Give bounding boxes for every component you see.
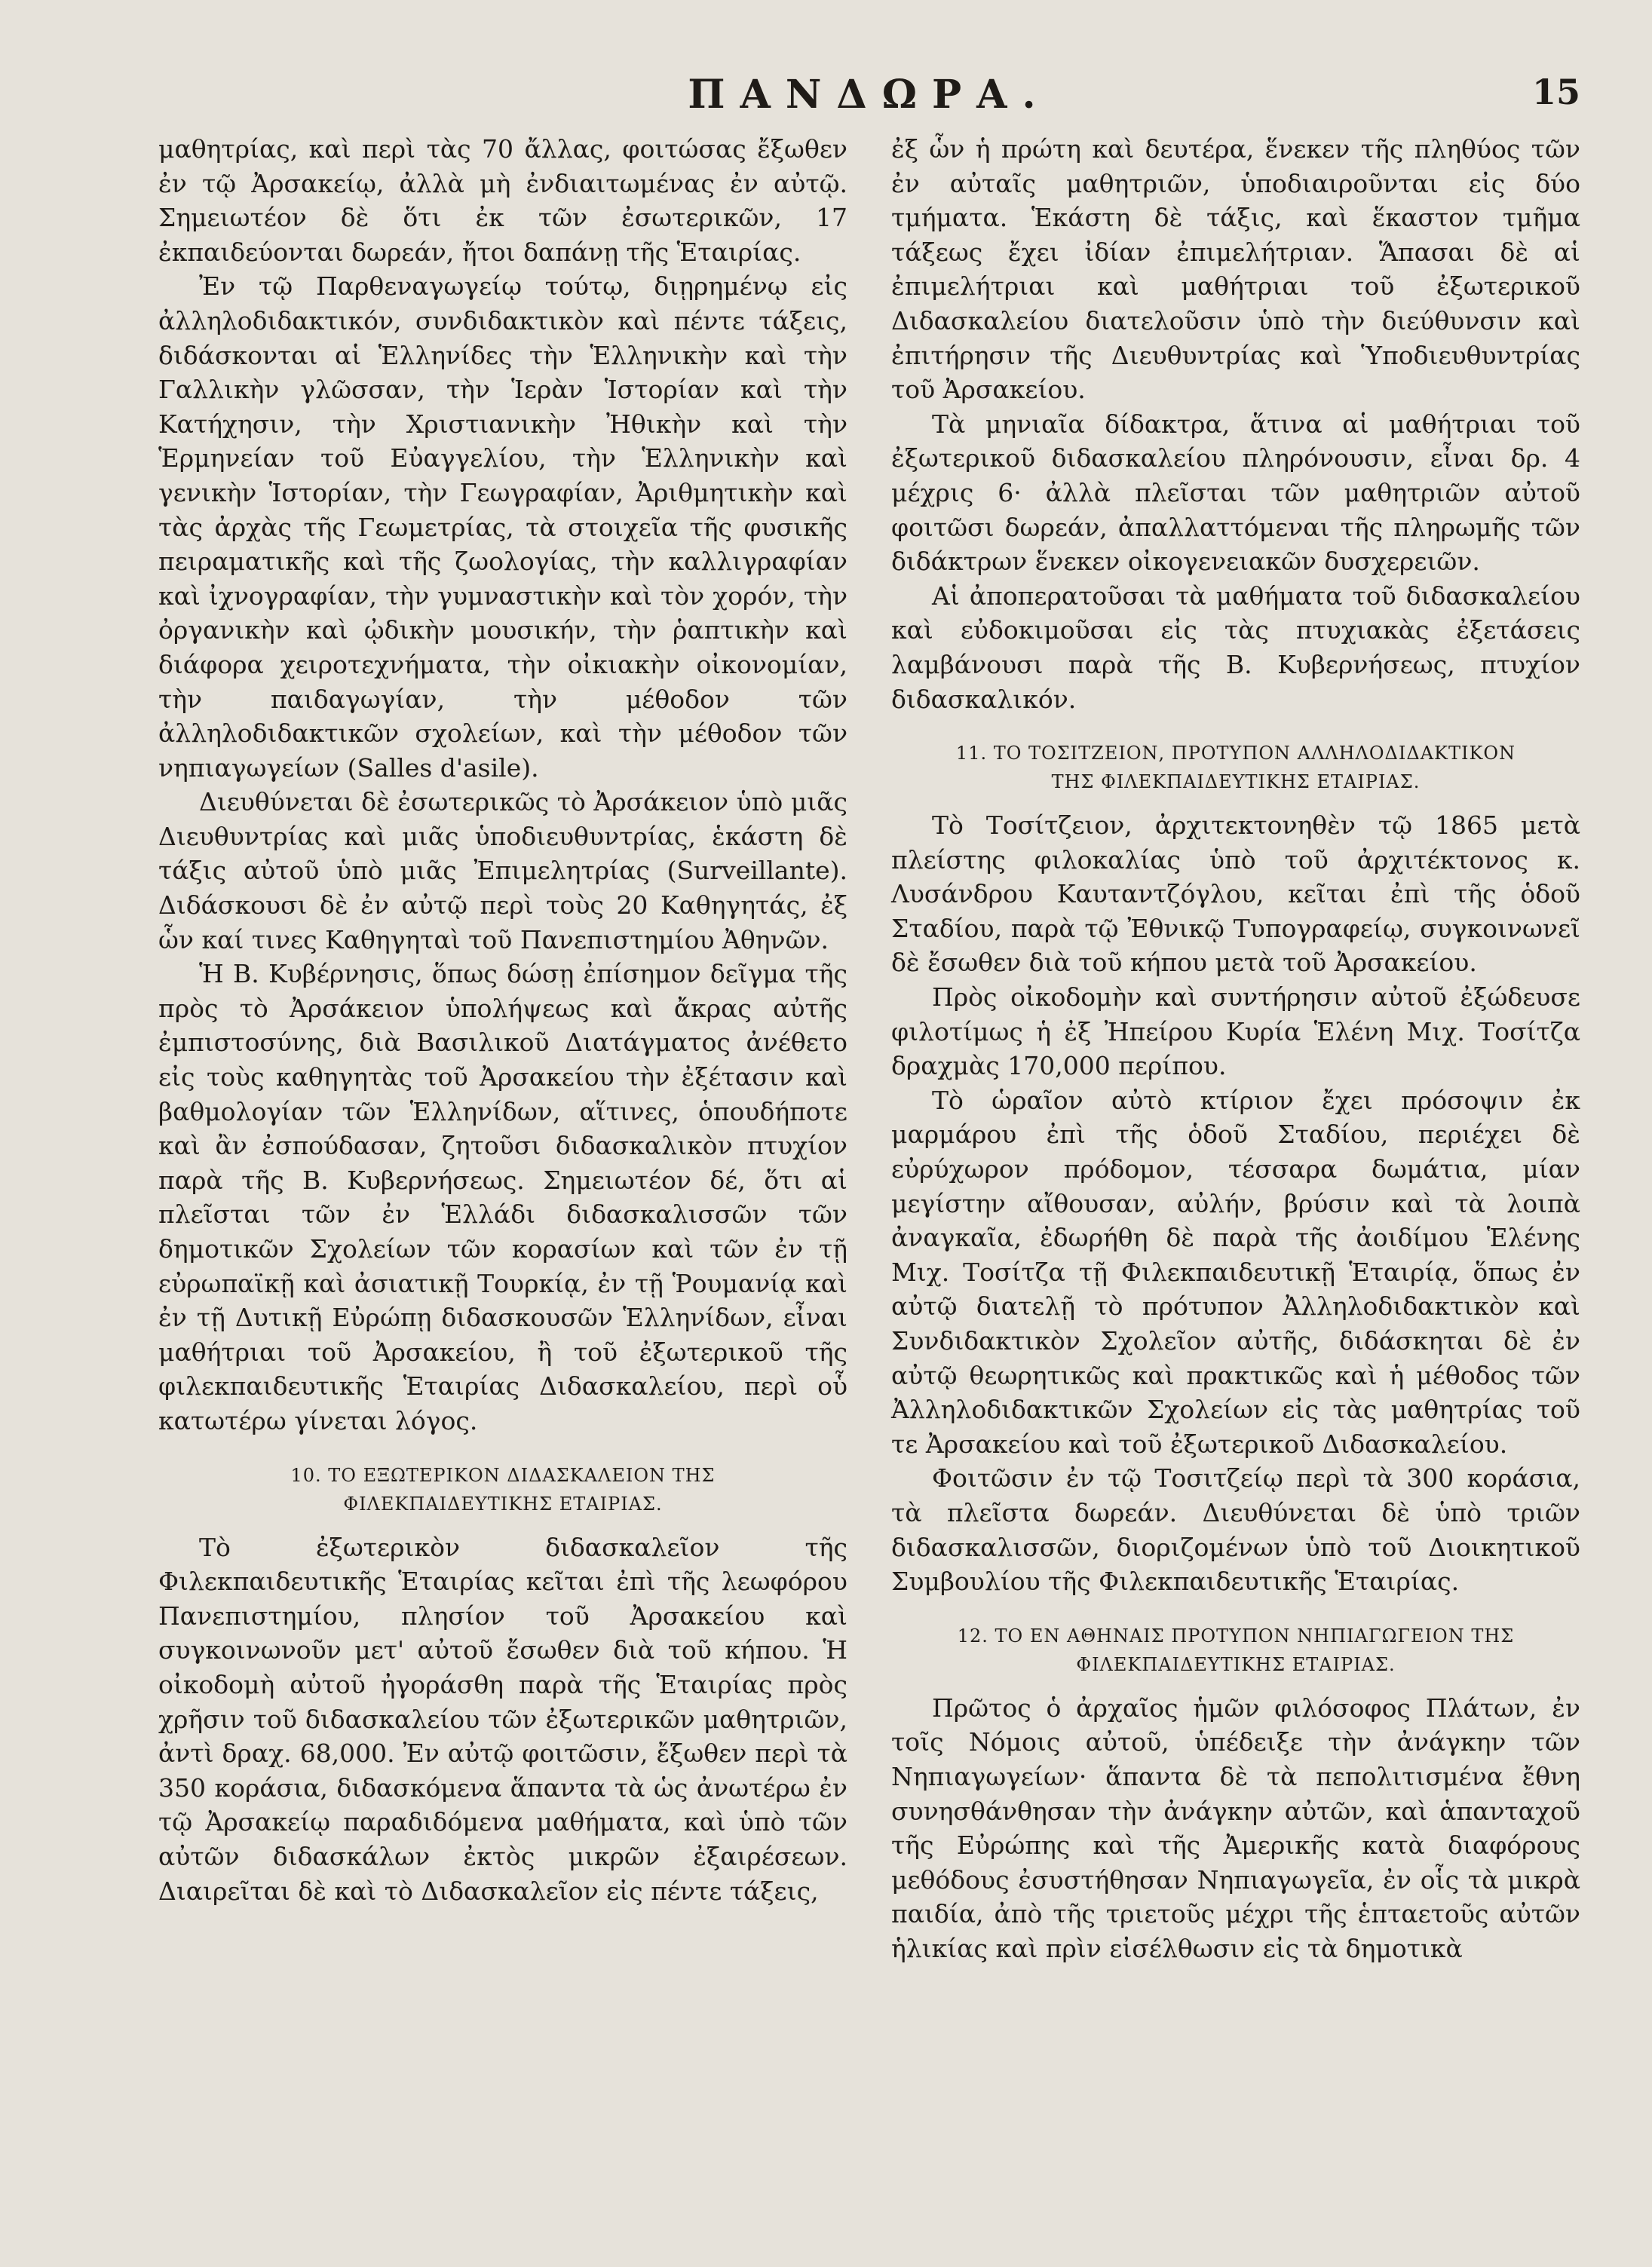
paragraph: Φοιτῶσιν ἐν τῷ Τοσιτζείῳ περὶ τὰ 300 κοράσια, τὰ πλεῖστα δωρεάν. Διευθύνεται δὲ ὑπὸ τριῶν διδασκαλισσῶν, διοριζομένων ὑπὸ τοῦ Διοικητικοῦ Συμβουλίου τῆς Φιλεκπαιδευτικῆς Ἑταιρίας. bbox=[891, 1463, 1580, 1597]
paragraph: Τὸ Τοσίτζειον, ἀρχιτεκτονηθὲν τῷ 1865 μετὰ πλείστης φιλοκαλίας ὑπὸ τοῦ ἀρχιτέκτονος κ. Λυσάνδρου Καυταντζόγλου, κεῖται ἐπὶ τῆς ὁδοῦ Σταδίου, παρὰ τῷ Ἐθνικῷ Τυπογραφείῳ, συγκοινωνεῖ δὲ ἔσωθεν διὰ τοῦ κήπου μετὰ τοῦ Ἀρσακείου. bbox=[891, 810, 1580, 978]
paragraph: Διευθύνεται δὲ ἐσωτερικῶς τὸ Ἀρσάκειον ὑπὸ μιᾶς Διευθυντρίας καὶ μιᾶς ὑποδιευθυντρίας, ἑκάστη δὲ τάξις αὐτοῦ ὑπὸ μιᾶς Ἐπιμελητρίας (Surveillante). Διδάσκουσι δὲ ἐν αὐτῷ περὶ τοὺς 20 Καθηγητάς, ἐξ ὧν καί τινες Καθηγηταὶ τοῦ Πανεπιστημίου Ἀθηνῶν. bbox=[158, 787, 847, 954]
paragraph: Τὸ ὡραῖον αὐτὸ κτίριον ἔχει πρόσοψιν ἐκ μαρμάρου ἐπὶ τῆς ὁδοῦ Σταδίου, περιέχει δὲ εὐρύχωρον πρόδομον, τέσσαρα δωμάτια, μίαν μεγίστην αἴθουσαν, αὐλήν, βρύσιν καὶ τὰ λοιπὰ ἀναγκαῖα, ἐδωρήθη δὲ παρὰ τῆς ἀοιδίμου Ἑλένης Μιχ. Τοσίτζα τῇ Φιλεκπαιδευτικῇ Ἑταιρίᾳ, ὅπως ἐν αὐτῷ διατελῇ τὸ πρότυπον Ἀλληλοδιδακτικὸν καὶ Συνδιδακτικὸν Σχολεῖον αὐτῆς, διδάσκηται δὲ ἐν αὐτῷ θεωρητικῶς καὶ πρακτικῶς καὶ ἡ μέθοδος τῶν Ἀλληλοδιδακτικῶν Σχολείων εἰς τὰς μαθητρίας τοῦ τε Ἀρσακείου καὶ τοῦ ἐξωτερικοῦ Διδασκαλείου. bbox=[891, 1085, 1580, 1459]
paragraph: μαθητρίας, καὶ περὶ τὰς 70 ἄλλας, φοιτώσας ἔξωθεν ἐν τῷ Ἀρσακείῳ, ἀλλὰ μὴ ἐνδιαιτωμένας ἐν αὐτῷ. Σημειωτέον δὲ ὅτι ἐκ τῶν ἐσωτερικῶν, 17 ἐκπαιδεύονται δωρεάν, ἤτοι δαπάνῃ τῆς Ἑταιρίας. bbox=[158, 134, 847, 267]
paragraph: Ἐν τῷ Παρθεναγωγείῳ τούτῳ, διῃρημένῳ εἰς ἀλληλοδιδακτικόν, συνδιδακτικὸν καὶ πέντε τάξεις, διδάσκονται αἱ Ἑλληνίδες τὴν Ἑλληνικὴν καὶ τὴν Γαλλικὴν γλῶσσαν, τὴν Ἱερὰν Ἱστορίαν καὶ τὴν Κατήχησιν, τὴν Χριστιανικὴν Ἠθικὴν καὶ τὴν Ἑρμηνείαν τοῦ Εὐαγγελίου, τὴν Ἑλληνικὴν καὶ γενικὴν Ἱστορίαν, τὴν Γεωγραφίαν, Ἀριθμητικὴν καὶ τὰς ἀρχὰς τῆς Γεωμετρίας, τὰ στοιχεῖα τῆς φυσικῆς πειραματικῆς καὶ τῆς ζωολογίας, τὴν καλλιγραφίαν καὶ ἰχνογραφίαν, τὴν γυμναστικὴν καὶ τὸν χορόν, τὴν ὀργανικὴν καὶ ᾠδικὴν μουσικήν, τὴν ῥαπτικὴν καὶ διάφορα χειροτεχνήματα, τὴν οἰκιακὴν οἰκονομίαν, τὴν παιδαγωγίαν, τὴν μέθοδον τῶν ἀλληλοδιδακτικῶν σχολείων, καὶ τὴν μέθοδον τῶν νηπιαγωγείων (Salles d'asile). bbox=[158, 271, 847, 783]
right-column bbox=[891, 132, 1580, 1966]
paragraph: Πρῶτος ὁ ἀρχαῖος ἡμῶν φιλόσοφος Πλάτων, ἐν τοῖς Νόμοις αὐτοῦ, ὑπέδειξε τὴν ἀνάγκην τῶν Νηπιαγωγείων· ἅπαντα δὲ τὰ πεπολιτισμένα ἔθνη συνησθάνθησαν τὴν ἀνάγκην αὐτῶν, καὶ ἁπανταχοῦ τῆς Εὐρώπης καὶ τῆς Ἀμερικῆς κατὰ διαφόρους μεθόδους ἐσυστήθησαν Νηπιαγωγεῖα, ἐν οἷς τὰ μικρὰ παιδία, ἀπὸ τῆς τριετοῦς μέχρι τῆς ἑπταετοῦς αὐτῶν ἡλικίας καὶ πρὶν εἰσέλθωσιν εἰς τὰ δημοτικὰ bbox=[891, 1693, 1580, 1963]
running-head bbox=[158, 72, 1580, 132]
section-heading-11 bbox=[891, 739, 1580, 796]
paragraph: Τὸ ἐξωτερικὸν διδασκαλεῖον τῆς Φιλεκπαιδευτικῆς Ἑταιρίας κεῖται ἐπὶ τῆς λεωφόρου Πανεπιστημίου, πλησίον τοῦ Ἀρσακείου καὶ συγκοινωνοῦν μετ' αὐτοῦ ἔσωθεν διὰ τοῦ κήπου. Ἡ οἰκοδομὴ αὐτοῦ ἠγοράσθη παρὰ τῆς Ἑταιρίας πρὸς χρῆσιν τοῦ διδασκαλείου τῶν ἐξωτερικῶν μαθητριῶν, ἀντὶ δραχ. 68,000. Ἐν αὐτῷ φοιτῶσιν, ἔξωθεν περὶ τὰ 350 κοράσια, διδασκόμενα ἅπαντα τὰ ὡς ἀνωτέρω ἐν τῷ Ἀρσακείῳ παραδιδόμενα μαθήματα, καὶ ὑπὸ τῶν αὐτῶν διδασκάλων ἐκτὸς μικρῶν ἐξαιρέσεων. Διαιρεῖται δὲ καὶ τὸ Διδασκαλεῖον εἰς πέντε τάξεις, bbox=[158, 1532, 847, 1906]
left-column bbox=[158, 132, 847, 1966]
page-title: ΠΑΝΔΩΡΑ. bbox=[688, 72, 1051, 118]
paragraph: ἐξ ὧν ἡ πρώτη καὶ δευτέρα, ἕνεκεν τῆς πληθύος τῶν ἐν αὐταῖς μαθητριῶν, ὑποδιαιροῦνται εἰς δύο τμήματα. Ἑκάστη δὲ τάξις, καὶ ἕκαστον τμῆμα τάξεως ἔχει ἰδίαν ἐπιμελήτριαν. Ἅπασαι δὲ αἱ ἐπιμελήτριαι καὶ μαθήτριαι τοῦ ἐξωτερικοῦ Διδασκαλείου διατελοῦσιν ὑπὸ τὴν διεύθυνσιν καὶ ἐπιτήρησιν τῆς Διευθυντρίας καὶ Ὑποδιευθυντρίας τοῦ Ἀρσακείου. bbox=[891, 134, 1580, 405]
text-columns bbox=[158, 132, 1580, 1966]
section-heading-line: ΦΙΛΕΚΠΑΙΔΕΥΤΙΚΗΣ ΕΤΑΙΡΙΑΣ. bbox=[1076, 1653, 1396, 1675]
section-heading-line: ΦΙΛΕΚΠΑΙΔΕΥΤΙΚΗΣ ΕΤΑΙΡΙΑΣ. bbox=[343, 1493, 663, 1515]
page-number: 15 bbox=[1531, 72, 1580, 112]
paragraph: Τὰ μηνιαῖα δίδακτρα, ἅτινα αἱ μαθήτριαι τοῦ ἐξωτερικοῦ διδασκαλείου πληρόνουσιν, εἶναι δρ. 4 μέχρις 6· ἀλλὰ πλεῖσται τῶν μαθητριῶν αὐτοῦ φοιτῶσι δωρεάν, ἀπαλλαττόμεναι τῆς πληρωμῆς τῶν διδάκτρων ἕνεκεν οἰκογενειακῶν δυσχερειῶν. bbox=[891, 409, 1580, 577]
section-heading-line: 12. ΤΟ ΕΝ ΑΘΗΝΑΙΣ ΠΡΟΤΥΠΟΝ ΝΗΠΙΑΓΩΓΕΙΟΝ ΤΗΣ bbox=[957, 1625, 1515, 1647]
paragraph: Αἱ ἀποπερατοῦσαι τὰ μαθήματα τοῦ διδασκαλείου καὶ εὐδοκιμοῦσαι εἰς τὰς πτυχιακὰς ἐξετάσεις λαμβάνουσι παρὰ τῆς Β. Κυβερνήσεως, πτυχίον διδασκαλικόν. bbox=[891, 581, 1580, 714]
section-heading-line: 11. ΤΟ ΤΟΣΙΤΖΕΙΟΝ, ΠΡΟΤΥΠΟΝ ΑΛΛΗΛΟΔΙΔΑΚΤΙΚΟΝ bbox=[955, 743, 1516, 764]
paragraph: Πρὸς οἰκοδομὴν καὶ συντήρησιν αὐτοῦ ἐξώδευσε φιλοτίμως ἡ ἐξ Ἠπείρου Κυρία Ἑλένη Μιχ. Τοσίτζα δραχμὰς 170,000 περίπου. bbox=[891, 982, 1580, 1081]
section-heading-line: 10. ΤΟ ΕΞΩΤΕΡΙΚΟΝ ΔΙΔΑΣΚΑΛΕΙΟΝ ΤΗΣ bbox=[290, 1464, 716, 1486]
section-heading-line: ΤΗΣ ΦΙΛΕΚΠΑΙΔΕΥΤΙΚΗΣ ΕΤΑΙΡΙΑΣ. bbox=[1051, 771, 1421, 793]
section-heading-12 bbox=[891, 1622, 1580, 1679]
section-heading-10 bbox=[158, 1461, 847, 1518]
paragraph: Ἡ Β. Κυβέρνησις, ὅπως δώσῃ ἐπίσημον δεῖγμα τῆς πρὸς τὸ Ἀρσάκειον ὑπολήψεως καὶ ἄκρας αὐτῆς ἐμπιστοσύνης, διὰ Βασιλικοῦ Διατάγματος ἀνέθετο εἰς τοὺς καθηγητὰς τοῦ Ἀρσακείου τὴν ἐξέτασιν καὶ βαθμολογίαν τῶν Ἑλληνίδων, αἵτινες, ὁπουδήποτε καὶ ἂν ἐσπούδασαν, ζητοῦσι διδασκαλικὸν πτυχίον παρὰ τῆς Β. Κυβερνήσεως. Σημειωτέον δέ, ὅτι αἱ πλεῖσται τῶν ἐν Ἑλλάδι διδασκαλισσῶν τῶν δημοτικῶν Σχολείων τῶν κορασίων καὶ τῶν ἐν τῇ εὐρωπαϊκῇ καὶ ἀσιατικῇ Τουρκίᾳ, ἐν τῇ Ῥουμανίᾳ καὶ ἐν τῇ Δυτικῇ Εὐρώπῃ διδασκουσῶν Ἑλληνίδων, εἶναι μαθήτριαι τοῦ Ἀρσακείου, ἢ τοῦ ἐξωτερικοῦ τῆς φιλεκπαιδευτικῆς Ἑταιρίας Διδασκαλείου, περὶ οὗ κατωτέρω γίνεται λόγος. bbox=[158, 959, 847, 1435]
